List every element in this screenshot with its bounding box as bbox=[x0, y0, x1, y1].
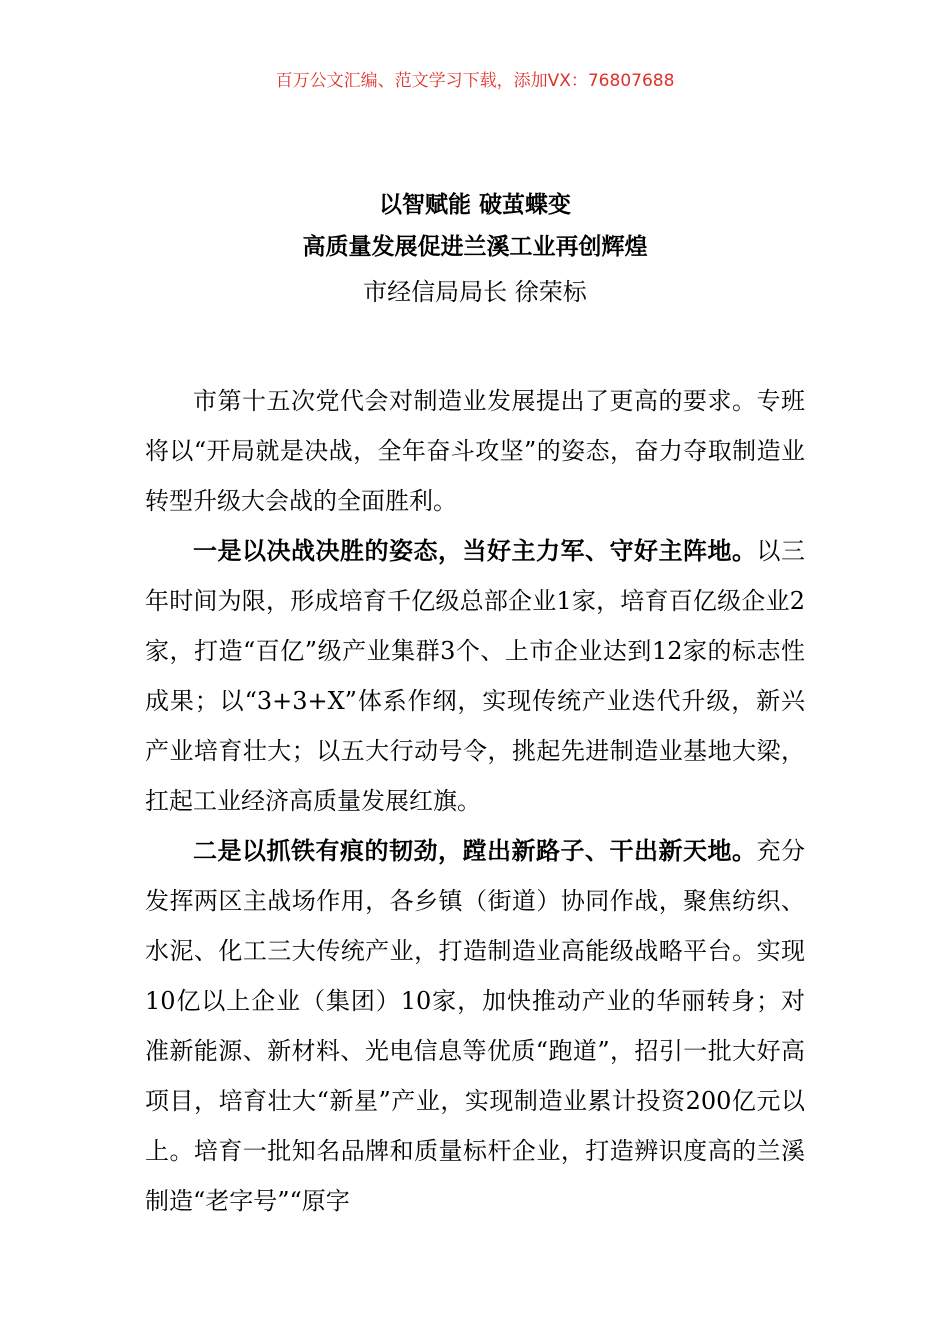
paragraph-intro: 市第十五次党代会对制造业发展提出了更高的要求。专班将以“开局就是决战，全年奋斗攻坚”的姿态，奋力夺取制造业转型升级大会战的全面胜利。 bbox=[145, 387, 805, 515]
point-two-heading: 二是以抓铁有痕的韧劲，蹚出新路子、干出新天地。 bbox=[193, 836, 757, 865]
point-two-text: 充分发挥两区主战场作用，各乡镇（街道）协同作战，聚焦纺织、水泥、化工三大传统产业，打造制造业高能级战略平台。实现10亿以上企业（集团）10家，加快推动产业的华丽转身；对准新能源、新材料、光电信息等优质“跑道”，招引一批大好高项目，培育壮大“新星”产业，实现制造业累计投资200亿元以上。培育一批知名品牌和质量标杆企业，打造辨识度高的兰溪制造“老字号”“原字 bbox=[145, 837, 805, 1215]
watermark-header: 百万公文汇编、范文学习下载，添加VX：76807688 bbox=[275, 71, 675, 91]
article-body bbox=[145, 376, 805, 1226]
point-one-text: 以三年时间为限，形成培育千亿级总部企业1家，培育百亿级企业2家，打造“百亿”级产业集群3个、上市企业达到12家的标志性成果；以“3+3+X”体系作纲，实现传统产业迭代升级，新兴产业培育壮大；以五大行动号令，挑起先进制造业基地大梁，扛起工业经济高质量发展红旗。 bbox=[145, 537, 805, 815]
point-one-heading: 一是以决战决胜的姿态，当好主力军、守好主阵地。 bbox=[193, 536, 757, 565]
paragraph-point-two bbox=[145, 826, 805, 1226]
paragraph-point-one bbox=[145, 526, 805, 826]
title-block bbox=[0, 184, 950, 316]
title-line-2: 高质量发展促进兰溪工业再创辉煌 bbox=[302, 234, 648, 260]
title-line-1: 以智赋能 破茧蝶变 bbox=[378, 192, 571, 218]
author-line: 市经信局局长 徐荣标 bbox=[363, 278, 587, 306]
